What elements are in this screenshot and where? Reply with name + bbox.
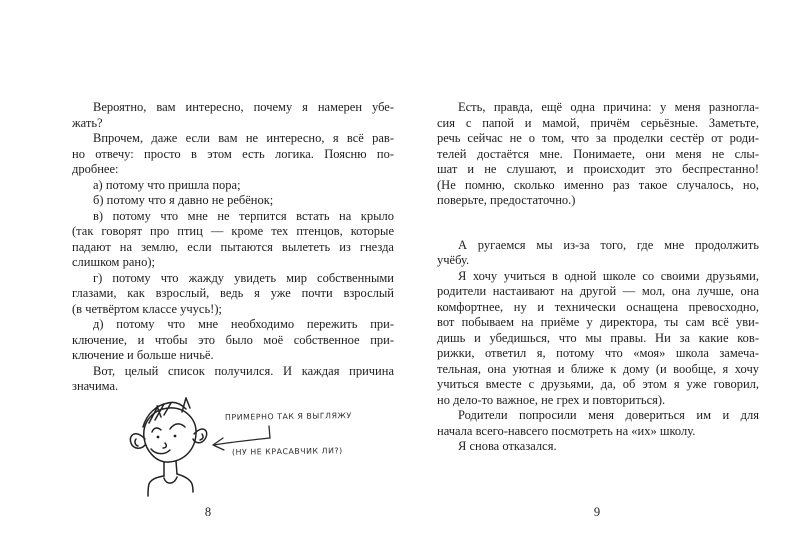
text-line: (Не помню, сколько именно раз такое случалось, но, [437,177,759,192]
text-line: жать? [72,115,103,130]
sketch-caption-how-i-look: ПРИМЕРНО ТАК Я ВЫГЛЯЖУ [224,411,352,422]
paragraph [437,269,759,409]
text-line: родители настаивают на другой — мол, она лучше, она [437,284,759,298]
paragraph [72,100,394,131]
text-line: дробнее: [72,162,119,176]
paragraph [72,131,394,178]
sketch-caption-handsome: (НУ НЕ КРАСАВЧИК ЛИ?) [231,446,343,457]
text-line: ключение и больше ничьё. [72,348,214,362]
paragraph [437,408,759,439]
paragraph [437,100,759,209]
text-line: поверьте, предостаточно.) [437,193,576,207]
page-left-text [72,100,394,395]
paragraph [72,178,394,194]
text-line: Я хочу учиться в одной школе со своими друзьями, [458,268,759,283]
paragraph [437,238,759,269]
text-line: Есть, правда, ещё одна причина: у меня разногла- [458,100,759,114]
text-line: г) потому что жажду увидеть мир собственными [93,270,394,285]
text-line: значима. [72,379,119,393]
text-line: но дело-то важное, не грех и повториться). [437,392,666,407]
paragraph [72,193,394,209]
text-line: рижки, ответил я, потому что «моя» школа замеча- [437,346,759,360]
page-number-right: 9 [593,505,601,519]
page-number-left: 8 [204,505,212,519]
text-line: тельная, она уютная и ближе к дому (и вообще, я хочу [437,361,759,376]
text-line: глазами, как взрослый, ведь я уже почти взрослый [72,286,394,300]
text-line: (в четвёртом классе учусь!); [72,301,222,316]
text-line: речь сейчас не о том, что за проделки сестёр от роди- [437,131,759,145]
text-line: Я снова отказался. [458,439,557,453]
paragraph [72,271,394,318]
text-line: А ругаемся мы из-за того, где мне продолжить [458,237,759,252]
text-line: но отвечу: просто в этом есть логика. Поясню по- [72,146,394,161]
paragraph [72,209,394,271]
text-line: Впрочем, даже если вам не интересно, я всё рав- [93,131,394,145]
text-line: комфортнее, ну и технически оснащена превосходно, [437,299,759,314]
text-line: слишком рано); [72,255,155,269]
text-line: телей достаётся мне. Понимаете, они меня не слы- [437,146,759,161]
text-line: учиться вместе с друзьями, да, об этом я уже говорил, [437,377,759,391]
text-line: Родители попросили меня довериться им и для [458,408,759,422]
text-line: (так говорят про птиц — кроме тех птенцов, которые [72,224,394,238]
paragraph [72,364,394,395]
text-line: учёбу. [437,253,470,267]
boy-face-sketch-icon [123,393,215,497]
text-line: д) потому что мне необходимо пережить при- [93,317,394,331]
text-line: падают на землю, если пытаются вылететь из гнезда [72,239,394,254]
text-line: дишь и убедишься, что мы правы. Ни за какие ков- [437,330,759,345]
text-line: Вероятно, вам интересно, почему я намерен убе- [93,100,394,114]
text-line: шат и не слушают, и происходит это беспрестанно! [437,162,759,176]
text-line: сия с папой и мамой, причём серьёзные. Заметьте, [437,115,759,130]
text-line: начала всего-навсего посмотреть на «их» школу. [437,423,696,438]
text-line: ключение, и чтобы это было моё собственное при- [72,332,394,347]
paragraph [72,317,394,364]
text-line: Вот, целый список получился. И каждая причина [93,363,394,378]
text-line: б) потому что я давно не ребёнок; [93,193,274,207]
page-right-text [437,100,759,455]
text-line: в) потому что мне не терпится встать на крыло [93,208,394,223]
text-line: а) потому что пришла пора; [93,177,241,192]
text-line: вот побываем на приёме у директора, ты сам всё уви- [437,315,759,329]
paragraph [437,439,759,455]
